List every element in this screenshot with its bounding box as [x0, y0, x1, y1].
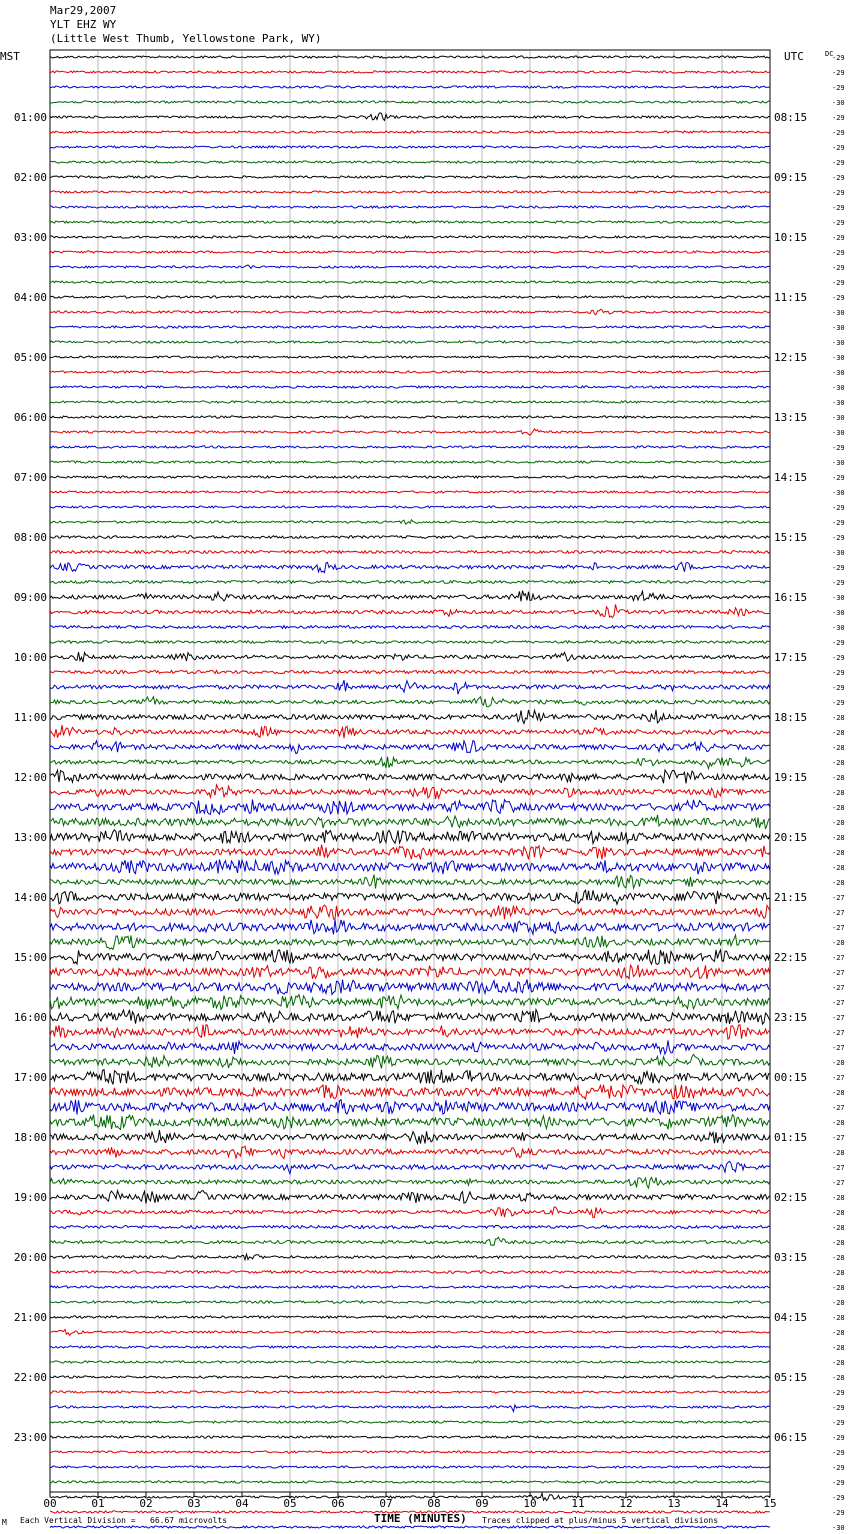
trace-dc-offset: -28 — [832, 714, 845, 722]
trace-dc-offset: -29 — [832, 534, 845, 542]
seismic-trace — [50, 605, 770, 618]
trace-dc-offset: -27 — [832, 969, 845, 977]
trace-dc-offset: -28 — [832, 804, 845, 812]
seismic-trace — [50, 281, 770, 283]
trace-dc-offset: -30 — [832, 624, 845, 632]
seismic-trace — [50, 860, 770, 875]
trace-dc-offset: -29 — [832, 474, 845, 482]
clip-note: Traces clipped at plus/minus 5 vertical divisions — [482, 1516, 719, 1525]
seismic-trace — [50, 1040, 770, 1054]
trace-dc-offset: -27 — [832, 1014, 845, 1022]
trace-dc-offset: -28 — [832, 939, 845, 947]
seismic-trace — [50, 491, 770, 493]
x-tick-label: 01 — [91, 1497, 105, 1510]
trace-dc-offset: -29 — [832, 579, 845, 587]
x-tick-label: 08 — [427, 1497, 441, 1510]
trace-dc-offset: -27 — [832, 1179, 845, 1187]
trace-dc-offset: -28 — [832, 789, 845, 797]
trace-dc-offset: -29 — [832, 144, 845, 152]
trace-dc-offset: -30 — [832, 99, 845, 107]
trace-dc-offset: -29 — [832, 1389, 845, 1397]
seismic-trace — [50, 1207, 770, 1218]
left-hour-label: 12:00 — [13, 771, 47, 784]
seismic-trace — [50, 905, 770, 919]
x-tick-label: 10 — [523, 1497, 537, 1510]
left-hour-label: 11:00 — [13, 711, 47, 724]
trace-dc-offset: -27 — [832, 954, 845, 962]
x-tick-label: 04 — [235, 1497, 249, 1510]
left-hour-label: 02:00 — [13, 171, 47, 184]
seismic-trace — [50, 86, 770, 88]
trace-dc-offset: -27 — [832, 1044, 845, 1052]
seismic-trace — [50, 815, 770, 829]
seismic-trace — [50, 1010, 770, 1024]
seismic-trace — [50, 296, 770, 298]
right-hour-label: 15:15 — [774, 531, 808, 544]
trace-dc-offset: -29 — [832, 54, 845, 62]
trace-dc-offset: -29 — [832, 129, 845, 137]
x-tick-label: 05 — [283, 1497, 297, 1510]
seismic-trace — [50, 641, 770, 644]
x-tick-label: 12 — [619, 1497, 633, 1510]
trace-dc-offset: -30 — [832, 369, 845, 377]
right-hour-label: 11:15 — [774, 291, 808, 304]
left-hour-label: 21:00 — [13, 1311, 47, 1324]
seismic-trace — [50, 461, 770, 463]
chart-date: Mar29,2007 — [50, 4, 117, 17]
station-location: (Little West Thumb, Yellowstone Park, WY) — [50, 32, 322, 45]
seismic-trace — [50, 965, 770, 979]
trace-dc-offset: -27 — [832, 999, 845, 1007]
left-hour-label: 23:00 — [13, 1431, 47, 1444]
left-hour-label: 22:00 — [13, 1371, 47, 1384]
trace-dc-offset: -27 — [832, 984, 845, 992]
left-hour-label: 08:00 — [13, 531, 47, 544]
trace-dc-offset: -28 — [832, 729, 845, 737]
seismic-trace — [50, 1421, 770, 1423]
seismic-trace — [50, 131, 770, 133]
trace-dc-offset: -29 — [832, 219, 845, 227]
seismic-trace — [50, 1070, 770, 1085]
seismic-trace — [50, 1271, 770, 1274]
x-tick-label: 14 — [715, 1497, 729, 1510]
right-hour-label: 22:15 — [774, 951, 808, 964]
trace-dc-offset: -27 — [832, 1104, 845, 1112]
right-hour-label: 03:15 — [774, 1251, 808, 1264]
right-hour-label: 05:15 — [774, 1371, 808, 1384]
seismic-trace — [50, 680, 770, 694]
seismic-trace — [50, 710, 770, 724]
seismic-trace — [50, 591, 770, 602]
seismic-trace — [50, 741, 770, 754]
seismic-trace — [50, 1436, 770, 1438]
left-timezone: MST — [0, 50, 20, 63]
seismic-trace — [50, 1146, 770, 1158]
left-hour-label: 09:00 — [13, 591, 47, 604]
seismic-trace — [50, 950, 770, 965]
seismic-trace — [50, 1451, 770, 1453]
dc-label: DC — [825, 50, 834, 58]
trace-dc-offset: -30 — [832, 309, 845, 317]
trace-dc-offset: -30 — [832, 609, 845, 617]
left-hour-label: 15:00 — [13, 951, 47, 964]
seismic-trace — [50, 1361, 770, 1363]
right-hour-label: 12:15 — [774, 351, 808, 364]
trace-dc-offset: -29 — [832, 204, 845, 212]
trace-dc-offset: -28 — [832, 1299, 845, 1307]
trace-dc-offset: -28 — [832, 1224, 845, 1232]
seismic-trace — [50, 520, 770, 524]
left-hour-label: 03:00 — [13, 231, 47, 244]
seismic-trace — [50, 1330, 770, 1336]
trace-dc-offset: -29 — [832, 1509, 845, 1517]
right-hour-label: 06:15 — [774, 1431, 808, 1444]
trace-dc-offset: -28 — [832, 834, 845, 842]
seismic-trace — [50, 697, 770, 707]
trace-dc-offset: -30 — [832, 594, 845, 602]
trace-dc-offset: -30 — [832, 1524, 845, 1532]
seismic-trace — [50, 800, 770, 815]
trace-dc-offset: -30 — [832, 489, 845, 497]
trace-dc-offset: -28 — [832, 1359, 845, 1367]
seismic-trace — [50, 206, 770, 208]
seismic-trace — [50, 536, 770, 539]
seismic-trace — [50, 326, 770, 328]
trace-dc-offset: -28 — [832, 1314, 845, 1322]
left-hour-label: 14:00 — [13, 891, 47, 904]
trace-dc-offset: -28 — [832, 849, 845, 857]
trace-dc-offset: -30 — [832, 459, 845, 467]
left-hour-label: 06:00 — [13, 411, 47, 424]
trace-dc-offset: -29 — [832, 504, 845, 512]
trace-dc-offset: -28 — [832, 1059, 845, 1067]
trace-dc-offset: -30 — [832, 414, 845, 422]
seismic-trace — [50, 1346, 770, 1348]
seismic-trace — [50, 1085, 770, 1099]
left-hour-label: 10:00 — [13, 651, 47, 664]
seismic-trace — [50, 670, 770, 673]
trace-dc-offset: -28 — [832, 1284, 845, 1292]
seismic-trace — [50, 920, 770, 935]
seismic-trace — [50, 562, 770, 572]
seismic-trace — [50, 191, 770, 193]
seismic-trace — [50, 1405, 770, 1412]
seismic-trace — [50, 1161, 770, 1174]
left-hour-label: 16:00 — [13, 1011, 47, 1024]
footer-mark: M — [2, 1518, 7, 1527]
seismic-trace — [50, 1493, 770, 1500]
seismic-trace — [50, 506, 770, 508]
left-hour-label: 04:00 — [13, 291, 47, 304]
right-hour-label: 04:15 — [774, 1311, 808, 1324]
right-hour-label: 16:15 — [774, 591, 808, 604]
trace-dc-offset: -30 — [832, 354, 845, 362]
trace-dc-offset: -29 — [832, 159, 845, 167]
trace-dc-offset: -28 — [832, 1269, 845, 1277]
trace-dc-offset: -27 — [832, 909, 845, 917]
seismic-trace — [50, 757, 770, 769]
trace-dc-offset: -30 — [832, 324, 845, 332]
trace-dc-offset: -27 — [832, 894, 845, 902]
trace-dc-offset: -28 — [832, 1089, 845, 1097]
seismic-trace — [50, 1178, 770, 1189]
seismic-trace — [50, 176, 770, 178]
trace-dc-offset: -28 — [832, 1119, 845, 1127]
seismic-trace — [50, 1025, 770, 1040]
x-tick-label: 00 — [43, 1497, 57, 1510]
trace-dc-offset: -28 — [832, 879, 845, 887]
trace-dc-offset: -28 — [832, 864, 845, 872]
trace-dc-offset: -29 — [832, 519, 845, 527]
trace-dc-offset: -29 — [832, 444, 845, 452]
left-hour-label: 07:00 — [13, 471, 47, 484]
trace-dc-offset: -28 — [832, 1209, 845, 1217]
x-tick-label: 15 — [763, 1497, 777, 1510]
left-hour-label: 05:00 — [13, 351, 47, 364]
right-hour-label: 23:15 — [774, 1011, 808, 1024]
seismic-trace — [50, 371, 770, 373]
seismic-trace — [50, 1100, 770, 1115]
seismic-trace — [50, 221, 770, 223]
right-hour-label: 13:15 — [774, 411, 808, 424]
trace-dc-offset: -27 — [832, 1134, 845, 1142]
seismic-trace — [50, 416, 770, 418]
x-tick-label: 03 — [187, 1497, 201, 1510]
trace-dc-offset: -29 — [832, 699, 845, 707]
right-hour-label: 18:15 — [774, 711, 808, 724]
trace-dc-offset: -28 — [832, 1239, 845, 1247]
trace-dc-offset: -29 — [832, 189, 845, 197]
seismic-trace — [50, 785, 770, 799]
seismic-trace — [50, 1376, 770, 1378]
seismic-trace — [50, 1191, 770, 1204]
trace-dc-offset: -28 — [832, 1254, 845, 1262]
trace-dc-offset: -28 — [832, 819, 845, 827]
scale-note: Each Vertical Division = 66.67 microvolts — [20, 1516, 228, 1525]
seismic-trace — [50, 341, 770, 343]
trace-dc-offset: -29 — [832, 684, 845, 692]
trace-dc-offset: -29 — [832, 1464, 845, 1472]
seismic-trace — [50, 890, 770, 904]
trace-dc-offset: -29 — [832, 84, 845, 92]
trace-dc-offset: -29 — [832, 114, 845, 122]
seismic-trace — [50, 830, 770, 844]
seismic-trace — [50, 236, 770, 238]
left-hour-label: 20:00 — [13, 1251, 47, 1264]
seismic-trace — [50, 770, 770, 783]
trace-dc-offset: -29 — [832, 279, 845, 287]
seismic-trace — [50, 446, 770, 448]
seismic-trace — [50, 725, 770, 738]
trace-dc-offset: -30 — [832, 549, 845, 557]
right-hour-label: 09:15 — [774, 171, 808, 184]
trace-dc-offset: -29 — [832, 1404, 845, 1412]
seismic-trace — [50, 551, 770, 554]
seismic-trace — [50, 1466, 770, 1468]
left-hour-label: 01:00 — [13, 111, 47, 124]
trace-dc-offset: -27 — [832, 924, 845, 932]
trace-dc-offset: -30 — [832, 429, 845, 437]
seismic-trace — [50, 56, 770, 58]
seismic-trace — [50, 113, 770, 121]
trace-dc-offset: -28 — [832, 1329, 845, 1337]
trace-dc-offset: -28 — [832, 774, 845, 782]
seismic-trace — [50, 1237, 770, 1245]
left-hour-label: 13:00 — [13, 831, 47, 844]
trace-dc-offset: -27 — [832, 1074, 845, 1082]
trace-dc-offset: -28 — [832, 1149, 845, 1157]
seismic-trace — [50, 1115, 770, 1130]
trace-dc-offset: -29 — [832, 564, 845, 572]
trace-dc-offset: -29 — [832, 1494, 845, 1502]
seismic-trace — [50, 101, 770, 103]
trace-dc-offset: -29 — [832, 1479, 845, 1487]
seismic-trace — [50, 581, 770, 584]
right-hour-label: 01:15 — [774, 1131, 808, 1144]
seismic-trace — [50, 265, 770, 268]
trace-dc-offset: -29 — [832, 1449, 845, 1457]
seismic-trace — [50, 146, 770, 148]
right-hour-label: 17:15 — [774, 651, 808, 664]
trace-dc-offset: -30 — [832, 384, 845, 392]
x-tick-label: 07 — [379, 1497, 393, 1510]
seismic-trace — [50, 1301, 770, 1303]
seismic-trace — [50, 1130, 770, 1143]
seismic-trace — [50, 429, 770, 435]
left-hour-label: 17:00 — [13, 1071, 47, 1084]
trace-dc-offset: -29 — [832, 264, 845, 272]
x-axis-label: TIME (MINUTES) — [374, 1512, 467, 1525]
seismic-trace — [50, 386, 770, 388]
seismic-trace — [50, 401, 770, 403]
x-tick-label: 02 — [139, 1497, 153, 1510]
trace-dc-offset: -30 — [832, 339, 845, 347]
left-hour-label: 18:00 — [13, 1131, 47, 1144]
seismic-trace — [50, 1286, 770, 1288]
trace-dc-offset: -29 — [832, 69, 845, 77]
x-tick-label: 06 — [331, 1497, 345, 1510]
seismic-trace — [50, 980, 770, 995]
right-hour-label: 19:15 — [774, 771, 808, 784]
trace-dc-offset: -29 — [832, 174, 845, 182]
trace-dc-offset: -29 — [832, 294, 845, 302]
x-tick-label: 13 — [667, 1497, 681, 1510]
seismic-trace — [50, 251, 770, 253]
right-hour-label: 00:15 — [774, 1071, 808, 1084]
trace-dc-offset: -27 — [832, 1029, 845, 1037]
seismic-trace — [50, 356, 770, 358]
trace-dc-offset: -29 — [832, 1434, 845, 1442]
left-hour-label: 19:00 — [13, 1191, 47, 1204]
seismic-trace — [50, 1254, 770, 1260]
seismic-trace — [50, 935, 770, 950]
seismic-trace — [50, 1481, 770, 1483]
right-hour-label: 02:15 — [774, 1191, 808, 1204]
trace-dc-offset: -29 — [832, 639, 845, 647]
trace-dc-offset: -28 — [832, 744, 845, 752]
trace-dc-offset: -28 — [832, 1344, 845, 1352]
x-tick-label: 09 — [475, 1497, 489, 1510]
right-timezone: UTC — [784, 50, 804, 63]
trace-dc-offset: -29 — [832, 249, 845, 257]
seismic-trace — [50, 1526, 770, 1528]
seismic-trace — [50, 875, 770, 889]
seismic-trace — [50, 71, 770, 73]
trace-dc-offset: -29 — [832, 1419, 845, 1427]
seismic-trace — [50, 309, 770, 314]
trace-dc-offset: -29 — [832, 654, 845, 662]
x-tick-label: 11 — [571, 1497, 585, 1510]
right-hour-label: 20:15 — [774, 831, 808, 844]
trace-dc-offset: -29 — [832, 669, 845, 677]
seismic-trace — [50, 161, 770, 163]
trace-dc-offset: -28 — [832, 1194, 845, 1202]
trace-dc-offset: -30 — [832, 399, 845, 407]
trace-dc-offset: -28 — [832, 759, 845, 767]
seismic-trace — [50, 1391, 770, 1393]
seismic-trace — [50, 626, 770, 629]
trace-dc-offset: -28 — [832, 1374, 845, 1382]
seismic-trace — [50, 652, 770, 662]
right-hour-label: 14:15 — [774, 471, 808, 484]
trace-dc-offset: -27 — [832, 1164, 845, 1172]
right-hour-label: 10:15 — [774, 231, 808, 244]
right-hour-label: 08:15 — [774, 111, 808, 124]
seismic-trace — [50, 476, 770, 478]
seismic-trace — [50, 1226, 770, 1229]
trace-dc-offset: -29 — [832, 234, 845, 242]
seismic-trace — [50, 1316, 770, 1318]
seismic-trace — [50, 845, 770, 860]
seismic-trace — [50, 1055, 770, 1069]
seismic-trace — [50, 995, 770, 1010]
station-code: YLT EHZ WY — [50, 18, 117, 31]
right-hour-label: 21:15 — [774, 891, 808, 904]
